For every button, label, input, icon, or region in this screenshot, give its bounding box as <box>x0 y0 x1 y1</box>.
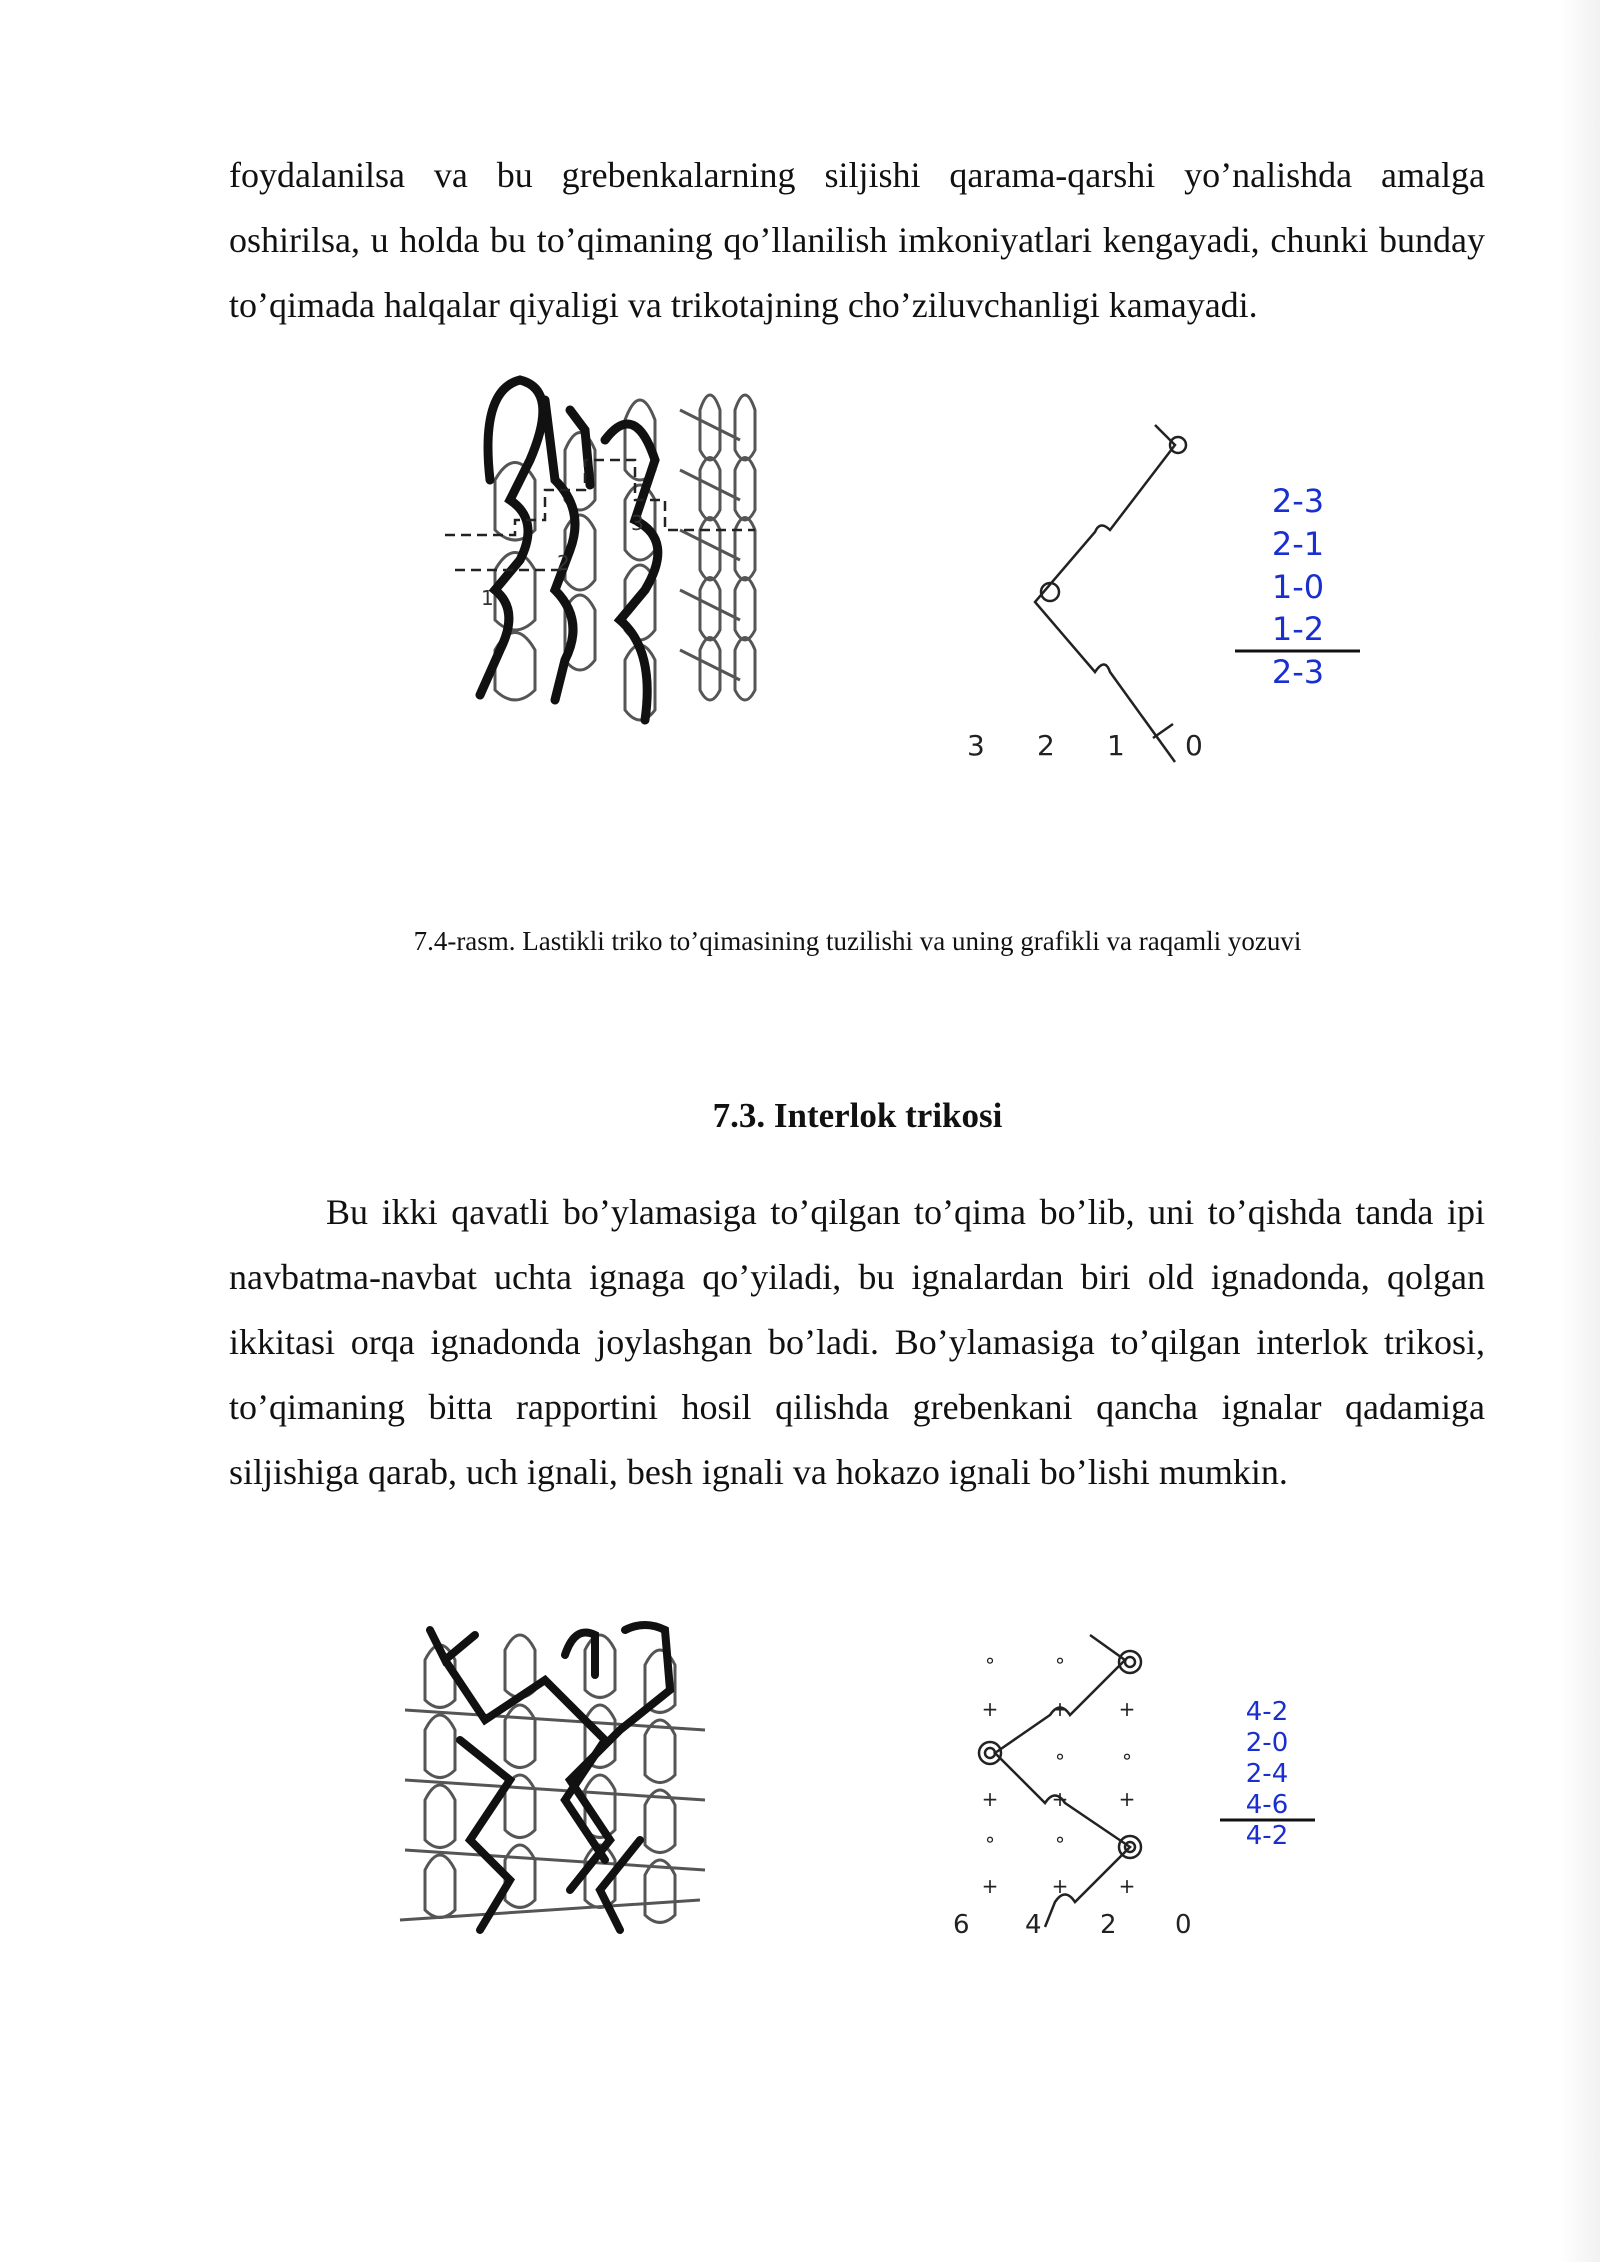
figure2-numeric-notation <box>1215 1690 1335 1865</box>
svg-text:∘: ∘ <box>1053 1744 1067 1768</box>
axis-label-1: 1 <box>1107 729 1125 762</box>
axis-label-0: 0 <box>1185 729 1203 762</box>
svg-text:∘: ∘ <box>1053 1827 1067 1851</box>
figure1-graphic-notation <box>955 420 1225 765</box>
axis-label-4: 4 <box>1025 1910 1042 1940</box>
svg-text:∘: ∘ <box>983 1827 997 1851</box>
notation-row-4: 1-2 <box>1271 610 1325 648</box>
notation2-row-4: 4-6 <box>1245 1790 1289 1820</box>
svg-text:+: + <box>1051 1787 1069 1811</box>
notation-row-1: 2-3 <box>1271 482 1325 520</box>
loop-label-1: 1 <box>481 586 494 610</box>
body-paragraph-1: foydalanilsa va bu grebenkalarning siljishi qarama-qarshi yo’nalishda amalga oshirilsa, u holda bu to’qimaning qo’llanilish imkoniyatlari kengayadi, chunki bunday to’qimada halqalar qiyaligi va trikotajning cho’ziluvchanligi kamayadi. <box>229 155 1485 325</box>
svg-text:+: + <box>981 1697 999 1721</box>
figure1-numeric-notation <box>1230 475 1370 695</box>
axis-label-2b: 2 <box>1100 1910 1117 1940</box>
svg-text:+: + <box>981 1874 999 1898</box>
notation2-row-3: 2-4 <box>1245 1759 1289 1789</box>
axis-label-6: 6 <box>953 1910 970 1940</box>
loop-column-5 <box>735 395 755 700</box>
svg-text:∘: ∘ <box>1120 1744 1134 1768</box>
svg-text:+: + <box>1118 1697 1136 1721</box>
section-heading: 7.3. Interlok trikosi <box>712 1096 1003 1135</box>
notation2-row-2: 2-0 <box>1245 1728 1289 1758</box>
figure2-graphic-notation <box>945 1635 1192 1955</box>
body-paragraph-2: Bu ikki qavatli bo’ylamasiga to’qilgan to’qima bo’lib, uni to’qishda tanda ipi navbatma-navbat uchta ignaga qo’yiladi, bu ignalardan biri old ignadonda, qolgan ikkitasi orqa ignadonda joylashgan bo’ladi. Bo’ylamasiga to’qilgan interlok trikosi, to’qimaning bitta rapportini hosil qilishda grebenkani qancha ignalar qadamiga siljishiga qarab, uch ignali, besh ignali va hokazo ignali bo’lishi mumkin. <box>229 1192 1485 1492</box>
figure2-knit-structure <box>400 1620 720 1950</box>
lapping-path <box>1035 425 1175 762</box>
svg-text:+: + <box>1051 1874 1069 1898</box>
svg-text:+: + <box>1118 1787 1136 1811</box>
notation2-row-1: 4-2 <box>1245 1697 1289 1727</box>
figure1-knit-structure <box>445 370 785 770</box>
notation-row-3: 1-0 <box>1271 568 1325 606</box>
loop-label-2: 2 <box>557 551 570 575</box>
notation-row-5: 2-3 <box>1271 653 1325 691</box>
notation2-row-5: 4-2 <box>1245 1821 1289 1851</box>
svg-text:∘: ∘ <box>983 1648 997 1672</box>
axis-label-0b: 0 <box>1175 1910 1192 1940</box>
axis-label-3: 3 <box>967 729 985 762</box>
svg-text:+: + <box>1051 1697 1069 1721</box>
notation-row-2: 2-1 <box>1271 525 1325 563</box>
svg-text:∘: ∘ <box>1053 1648 1067 1672</box>
axis-label-2: 2 <box>1037 729 1055 762</box>
svg-text:+: + <box>981 1787 999 1811</box>
svg-text:+: + <box>1118 1874 1136 1898</box>
figure-caption: 7.4-rasm. Lastikli triko to’qimasining tuzilishi va uning grafikli va raqamli yozuvi <box>413 926 1302 956</box>
loop-label-3: 3 <box>631 511 644 535</box>
